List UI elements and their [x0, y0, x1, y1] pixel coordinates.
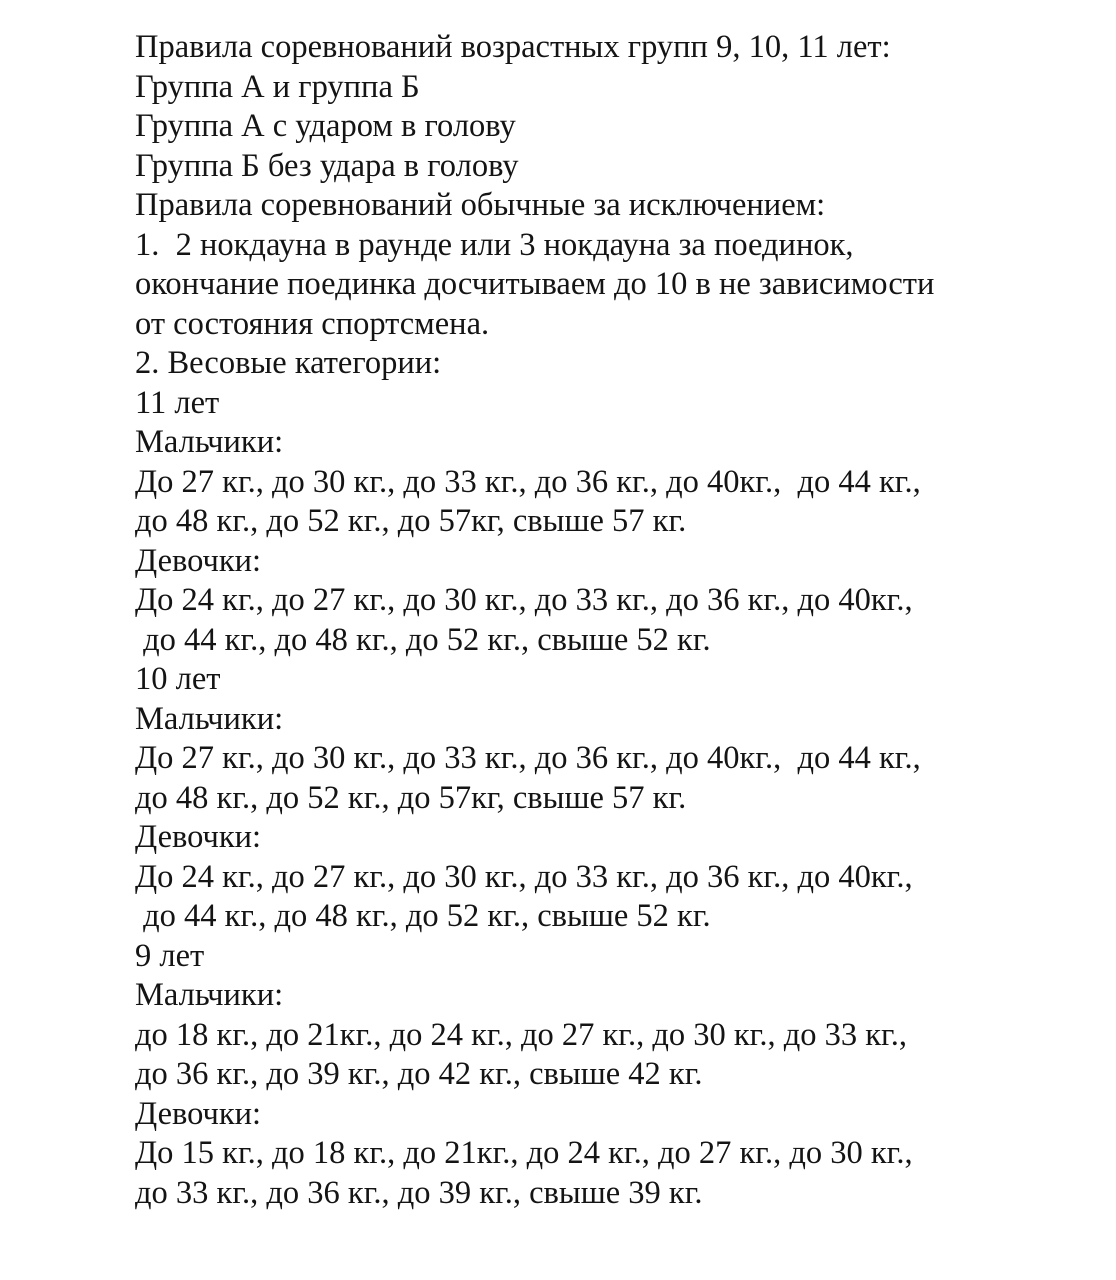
group-b-line: Группа Б без удара в голову: [135, 147, 519, 184]
weight-list-line: До 15 кг., до 18 кг., до 21кг., до 24 кг., до 27 кг., до 30 кг.,: [135, 1135, 913, 1171]
document-body: [135, 28, 1095, 1213]
rules-exception-line: Правила соревнований обычные за исключением:: [135, 187, 826, 223]
girls-heading: Девочки:: [135, 819, 262, 855]
weight-list-line: до 36 кг., до 39 кг., до 42 кг., свыше 42 кг.: [135, 1056, 703, 1092]
weight-list-line: до 33 кг., до 36 кг., до 39 кг., свыше 39 кг.: [135, 1174, 703, 1211]
weight-list-line: до 48 кг., до 52 кг., до 57кг, свыше 57 кг.: [135, 503, 687, 539]
boys-heading: Мальчики:: [135, 700, 284, 737]
group-a-line: Группа А с ударом в голову: [135, 108, 516, 144]
title-line: Правила соревнований возрастных групп 9, 10, 11 лет:: [135, 29, 891, 65]
age-heading-10: 10 лет: [135, 661, 221, 697]
boys-heading: Мальчики:: [135, 977, 284, 1013]
weight-list-line: до 44 кг., до 48 кг., до 52 кг., свыше 52 кг.: [135, 621, 711, 658]
age-heading-11: 11 лет: [135, 384, 220, 421]
girls-heading: Девочки:: [135, 542, 262, 579]
weight-list-line: до 18 кг., до 21кг., до 24 кг., до 27 кг., до 30 кг., до 33 кг.,: [135, 1016, 907, 1053]
rule-1-continuation: окончание поединка досчитываем до 10 в не зависимости: [135, 266, 935, 302]
age-heading-9: 9 лет: [135, 937, 205, 974]
weight-list-line: до 48 кг., до 52 кг., до 57кг, свыше 57 кг.: [135, 779, 687, 816]
weight-list-line: До 24 кг., до 27 кг., до 30 кг., до 33 кг., до 36 кг., до 40кг.,: [135, 858, 913, 895]
groups-line: Группа А и группа Б: [135, 68, 420, 105]
girls-heading: Девочки:: [135, 1095, 262, 1132]
weight-list-line: До 24 кг., до 27 кг., до 30 кг., до 33 кг., до 36 кг., до 40кг.,: [135, 582, 913, 618]
weight-list-line: До 27 кг., до 30 кг., до 33 кг., до 36 кг., до 40кг., до 44 кг.,: [135, 463, 921, 500]
rule-1-continuation: от состояния спортсмена.: [135, 305, 490, 342]
rule-2-line: 2. Весовые категории:: [135, 345, 442, 381]
rule-1-line: 1. 2 нокдауна в раунде или 3 нокдауна за поединок,: [135, 226, 854, 263]
boys-heading: Мальчики:: [135, 424, 284, 460]
weight-list-line: до 44 кг., до 48 кг., до 52 кг., свыше 52 кг.: [135, 898, 711, 934]
weight-list-line: До 27 кг., до 30 кг., до 33 кг., до 36 кг., до 40кг., до 44 кг.,: [135, 740, 921, 776]
